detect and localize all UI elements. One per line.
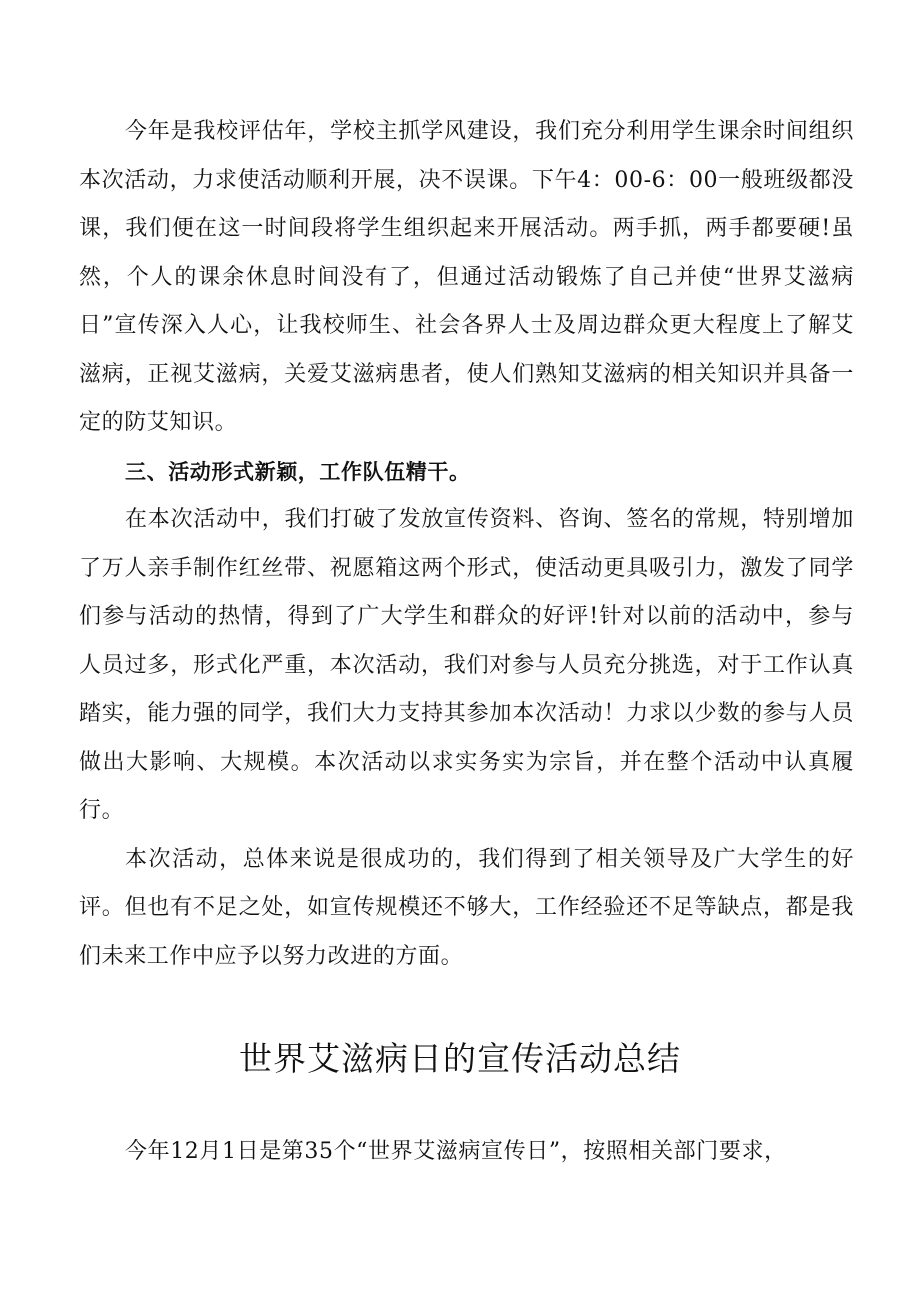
document-title: 世界艾滋病日的宣传活动总结	[239, 1039, 681, 1078]
section-heading-three: 三、活动形式新颖，工作队伍精干。	[125, 459, 471, 484]
document-body	[79, 108, 854, 981]
paragraph-intro: 今年12月1日是第35个“世界艾滋病宣传日”，按照相关部门要求，	[125, 1139, 787, 1164]
paragraph-activity-form: 在本次活动中，我们打破了发放宣传资料、咨询、签名的常规，特别增加了万人亲手制作红丝带、祝愿箱这两个形式，使活动更具吸引力，激发了同学们参与活动的热情，得到了广大学生和群众的好评!针对以前的活动中，参与人员过多，形式化严重，本次活动，我们对参与人员充分挑选，对于工作认真踏实，能力强的同学，我们大力支持其参加本次活动！力求以少数的参与人员做出大影响、大规模。本次活动以求实务实为宗旨，并在整个活动中认真履行。	[79, 507, 854, 823]
paragraph-summary: 本次活动，总体来说是很成功的，我们得到了相关领导及广大学生的好评。但也有不足之处，如宣传规模还不够大，工作经验还不足等缺点，都是我们未来工作中应予以努力改进的方面。	[79, 846, 854, 969]
paragraph-study-style: 今年是我校评估年，学校主抓学风建设，我们充分利用学生课余时间组织本次活动，力求使活动顺利开展，决不误课。下午4：00-6：00一般班级都没课，我们便在这一时间段将学生组织起来开展活动。两手抓，两手都要硬!虽然，个人的课余休息时间没有了，但通过活动锻炼了自己并使“世界艾滋病日”宣传深入人心，让我校师生、社会各界人士及周边群众更大程度上了解艾滋病，正视艾滋病，关爱艾滋病患者，使人们熟知艾滋病的相关知识并具备一定的防艾知识。	[79, 119, 854, 435]
